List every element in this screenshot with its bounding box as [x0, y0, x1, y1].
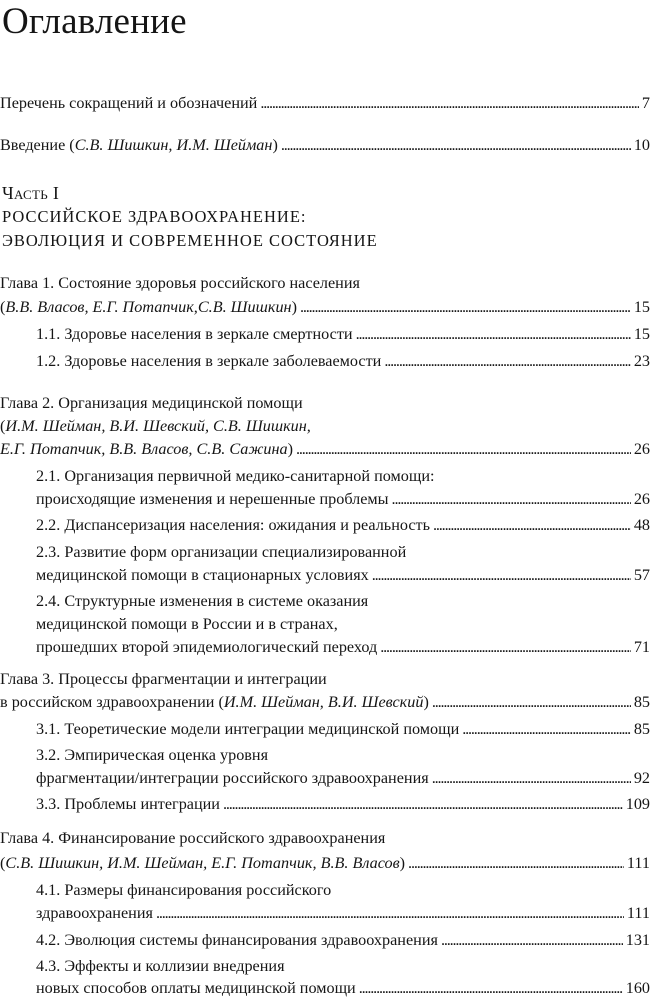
- leader-dots: [432, 766, 631, 790]
- section-2-3-line2[interactable]: [36, 563, 650, 587]
- entry-authors: И.М. Шейман, В.И. Шевский: [223, 693, 424, 711]
- chapter-4-title[interactable]: Глава 4. Финансирование российского здравоохранения: [0, 829, 386, 847]
- page-number: 15: [633, 325, 650, 343]
- chapter-1-title[interactable]: Глава 1. Состояние здоровья российского населения: [0, 274, 360, 292]
- page-number: 160: [625, 979, 650, 997]
- open-paren: (: [0, 298, 6, 316]
- section-4-1-line2[interactable]: [36, 901, 650, 925]
- chapter-1-authors-line[interactable]: [0, 295, 650, 319]
- entry-text: 3.3. Проблемы интеграции: [36, 795, 220, 813]
- entry-text: новых способов оплаты медицинской помощи: [36, 979, 356, 997]
- section-4-3-line2[interactable]: [36, 976, 650, 1000]
- close-paren: ): [399, 854, 406, 872]
- leader-dots: [380, 635, 631, 659]
- page-number: 111: [626, 904, 650, 922]
- entry-label: в российском здравоохранении (: [0, 693, 224, 711]
- entry-authors: Е.Г. Потапчик, В.В. Власов, С.В. Сажина: [0, 440, 288, 458]
- chapter-3-title-line2[interactable]: [0, 690, 650, 714]
- page-number: 15: [633, 298, 650, 316]
- page-title: Оглавление: [2, 1, 187, 42]
- leader-dots: [359, 976, 623, 1000]
- entry-text: здравоохранения: [36, 904, 153, 922]
- page-number: 57: [633, 566, 650, 584]
- entry-text: фрагментации/интеграции российского здравоохранения: [36, 769, 429, 787]
- page-number: 23: [633, 352, 650, 370]
- leader-dots: [281, 133, 631, 157]
- chapter-3-title-line1[interactable]: Глава 3. Процессы фрагментации и интеграции: [0, 670, 327, 688]
- leader-dots: [392, 487, 631, 511]
- section-2-1-line2[interactable]: [36, 487, 650, 511]
- page-number: 26: [633, 440, 650, 458]
- entry-text: происходящие изменения и нерешенные проблемы: [36, 490, 389, 508]
- leader-dots: [156, 901, 624, 925]
- entry-authors: В.В. Власов, Е.Г. Потапчик,С.В. Шишкин: [5, 298, 292, 316]
- chapter-2-authors-line1: [0, 414, 650, 438]
- leader-dots: [384, 349, 630, 373]
- section-1-2[interactable]: [36, 349, 650, 373]
- entry-text: медицинской помощи в стационарных условиях: [36, 566, 369, 584]
- part-title-line2: ЭВОЛЮЦИЯ И СОВРЕМЕННОЕ СОСТОЯНИЕ: [2, 231, 378, 250]
- entry-text: [0, 851, 405, 875]
- section-2-2[interactable]: [36, 513, 650, 537]
- chapter-2-title[interactable]: Глава 2. Организация медицинской помощи: [0, 394, 303, 412]
- section-3-1[interactable]: [36, 717, 650, 741]
- leader-dots: [356, 322, 631, 346]
- open-paren: (: [0, 417, 6, 435]
- entry-text: [0, 437, 293, 461]
- entry-text: Перечень сокращений и обозначений: [0, 94, 258, 112]
- page-number: 26: [633, 490, 650, 508]
- entry-authors: С.В. Шишкин, И.М. Шейман, Е.Г. Потапчик, В.В. Власов: [5, 854, 400, 872]
- entry-text: 2.2. Диспансеризация населения: ожидания и реальность: [36, 516, 430, 534]
- entry-text: 1.1. Здоровье населения в зеркале смертности: [36, 325, 353, 343]
- leader-dots: [260, 91, 639, 115]
- leader-dots: [296, 437, 631, 461]
- leader-dots: [408, 851, 624, 875]
- section-2-3-line1[interactable]: 2.3. Развитие форм организации специализированной: [36, 543, 407, 561]
- entry-authors: И.М. Шейман, В.И. Шевский, С.В. Шишкин,: [5, 417, 311, 435]
- entry-close-paren: ): [272, 136, 278, 154]
- page-number: 109: [625, 795, 650, 813]
- toc-entry-abbreviations[interactable]: [0, 91, 650, 115]
- entry-text: 1.2. Здоровье населения в зеркале заболеваемости: [36, 352, 382, 370]
- section-4-3-line1[interactable]: 4.3. Эффекты и коллизии внедрения: [36, 957, 285, 975]
- toc-entry-introduction[interactable]: [0, 133, 650, 157]
- section-3-2-line2[interactable]: [36, 766, 650, 790]
- entry-label: Введение (: [0, 136, 75, 154]
- entry-text: [0, 690, 429, 714]
- page-number: 131: [625, 931, 650, 949]
- section-2-4-line3[interactable]: [36, 635, 650, 659]
- section-2-4-line1[interactable]: 2.4. Структурные изменения в системе оказания: [36, 592, 369, 610]
- close-paren: ): [423, 693, 429, 711]
- page-number: 10: [633, 136, 650, 154]
- chapter-4-authors-line[interactable]: [0, 851, 650, 875]
- page-number: 111: [626, 854, 650, 872]
- close-paren: ): [291, 298, 297, 316]
- open-paren: (: [0, 854, 6, 872]
- entry-text: прошедших второй эпидемиологический переход: [36, 638, 378, 656]
- leader-dots: [372, 563, 631, 587]
- section-4-2[interactable]: [36, 928, 650, 952]
- page-number: 71: [633, 638, 650, 656]
- entry-text: 4.2. Эволюция системы финансирования здравоохранения: [36, 931, 438, 949]
- leader-dots: [300, 295, 631, 319]
- part-title-line1: РОССИЙСКОЕ ЗДРАВООХРАНЕНИЕ:: [2, 207, 307, 226]
- section-2-4-line2[interactable]: медицинской помощи в России и в странах,: [36, 615, 338, 633]
- leader-dots: [441, 928, 623, 952]
- page-number: 92: [633, 769, 650, 787]
- page-number: 7: [641, 94, 650, 112]
- leader-dots: [223, 792, 623, 816]
- page-number: 85: [633, 693, 650, 711]
- section-3-3[interactable]: [36, 792, 650, 816]
- page-number: 85: [633, 720, 650, 738]
- leader-dots: [432, 690, 631, 714]
- page-number: 48: [633, 516, 650, 534]
- close-paren: ): [287, 440, 294, 458]
- part-label: Часть I: [2, 183, 60, 203]
- entry-text: [0, 295, 297, 319]
- section-3-2-line1[interactable]: 3.2. Эмпирическая оценка уровня: [36, 746, 269, 764]
- leader-dots: [462, 717, 631, 741]
- section-4-1-line1[interactable]: 4.1. Размеры финансирования российского: [36, 881, 332, 899]
- entry-text: [0, 133, 278, 157]
- chapter-2-authors-line2[interactable]: [0, 437, 650, 461]
- section-2-1-line1[interactable]: 2.1. Организация первичной медико-санитарной помощи:: [36, 467, 435, 485]
- entry-authors: С.В. Шишкин, И.М. Шейман: [74, 136, 273, 154]
- entry-text: 3.1. Теоретические модели интеграции медицинской помощи: [36, 720, 460, 738]
- leader-dots: [433, 513, 631, 537]
- section-1-1[interactable]: [36, 322, 650, 346]
